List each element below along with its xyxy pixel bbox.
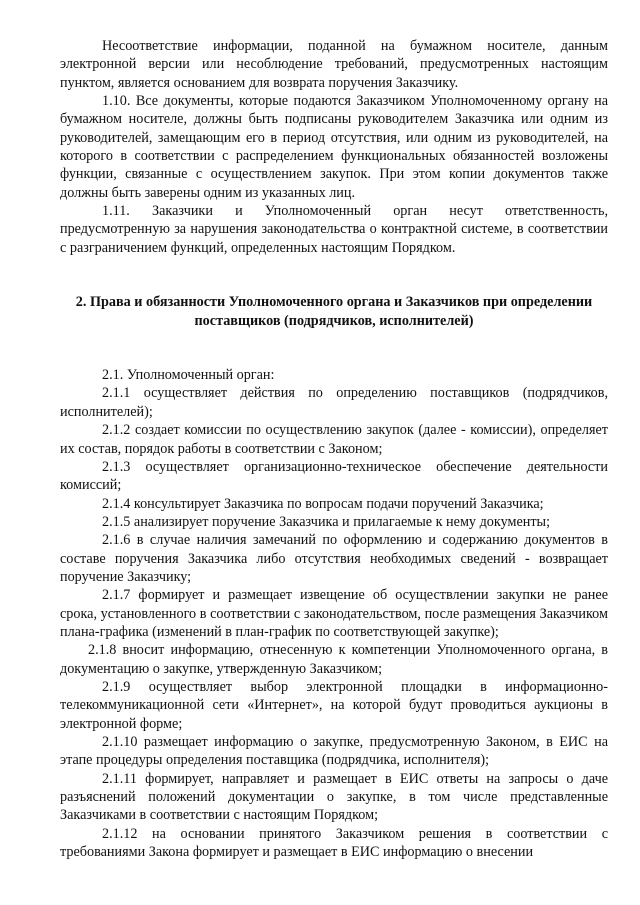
paragraph-2-1-11: 2.1.11 формирует, направляет и размещает в ЕИС ответы на запросы о даче разъяснений положений документации о закупке, в том числе представленные Заказчиками в соответствии с настоящим Порядком; xyxy=(60,770,608,824)
paragraph-2-1-4: 2.1.4 консультирует Заказчика по вопросам подачи поручений Заказчика; xyxy=(102,495,544,512)
paragraph-2-1-3: 2.1.3 осуществляет организационно-техническое обеспечение деятельности комиссий; xyxy=(60,458,608,494)
paragraph-noncompliance: Несоответствие информации, поданной на бумажном носителе, данным электронной версии или несоблюдение требований, предусмотренных настоящим пунктом, является основанием для возврата поручения Заказчику. xyxy=(60,38,608,91)
section-heading: 2. Права и обязанности Уполномоченного органа и Заказчиков при определении поставщиков (подрядчиков, исполнителей) xyxy=(75,294,593,330)
paragraph-1-10: 1.10. Все документы, которые подаются Заказчиком Уполномоченному органу на бумажном носителе, должны быть подписаны руководителем Заказчика или одним из руководителей, замещающим его в период отсутствия, или одним из руководителей, на которого в соответствии с распределением функциональных обязанностей возложены функции, связанные с осуществлением закупок. При этом копии документов также должны быть заверены одним из указанных лиц. xyxy=(60,93,608,201)
paragraph-2-1-2: 2.1.2 создает комиссии по осуществлению закупок (далее - комиссии), определяет их состав, порядок работы в соответствии с Законом; xyxy=(60,422,608,457)
paragraph-2-1-10: 2.1.10 размещает информацию о закупке, предусмотренную Законом, в ЕИС на этапе процедуры определения поставщика (подрядчика, исполнителя); xyxy=(60,734,608,769)
spacer xyxy=(60,331,608,366)
paragraph-2-1-7: 2.1.7 формирует и размещает извещение об осуществлении закупки не ранее срока, установленного в соответствии с законодательством, после размещения Заказчиком плана-графика (изменений в план-график по соответствующей закупке); xyxy=(60,587,608,640)
paragraph-2-1-9: 2.1.9 осуществляет выбор электронной площадки в информационно-телекоммуникационной сети «Интернет», на которой будут проводиться аукционы в электронной форме; xyxy=(60,678,608,732)
paragraph-2-1-1: 2.1.1 осуществляет действия по определению поставщиков (подрядчиков, исполнителей); xyxy=(60,385,608,420)
paragraph-2-1-12: 2.1.12 на основании принятого Заказчиком решения в соответствии с требованиями Закона формирует и размещает в ЕИС информацию о внесении xyxy=(60,825,608,861)
paragraph-2-1-8: 2.1.8 вносит информацию, отнесенную к компетенции Уполномоченного органа, в документацию о закупке, утвержденную Заказчиком; xyxy=(60,642,608,677)
paragraph-2-1-6: 2.1.6 в случае наличия замечаний по оформлению и содержанию документов в составе поручения Заказчика либо отсутствия необходимых сведений - возвращает поручение Заказчику; xyxy=(60,532,608,585)
paragraph-2-1-5: 2.1.5 анализирует поручение Заказчика и прилагаемые к нему документы; xyxy=(102,513,551,530)
paragraph-1-11: 1.11. Заказчики и Уполномоченный орган несут ответственность, предусмотренную за нарушения законодательства о контрактной системе, в соответствии с разграничением функций, определенных настоящим Порядком. xyxy=(60,203,608,256)
paragraph-2-1: 2.1. Уполномоченный орган: xyxy=(102,367,275,384)
document-body xyxy=(60,37,608,861)
